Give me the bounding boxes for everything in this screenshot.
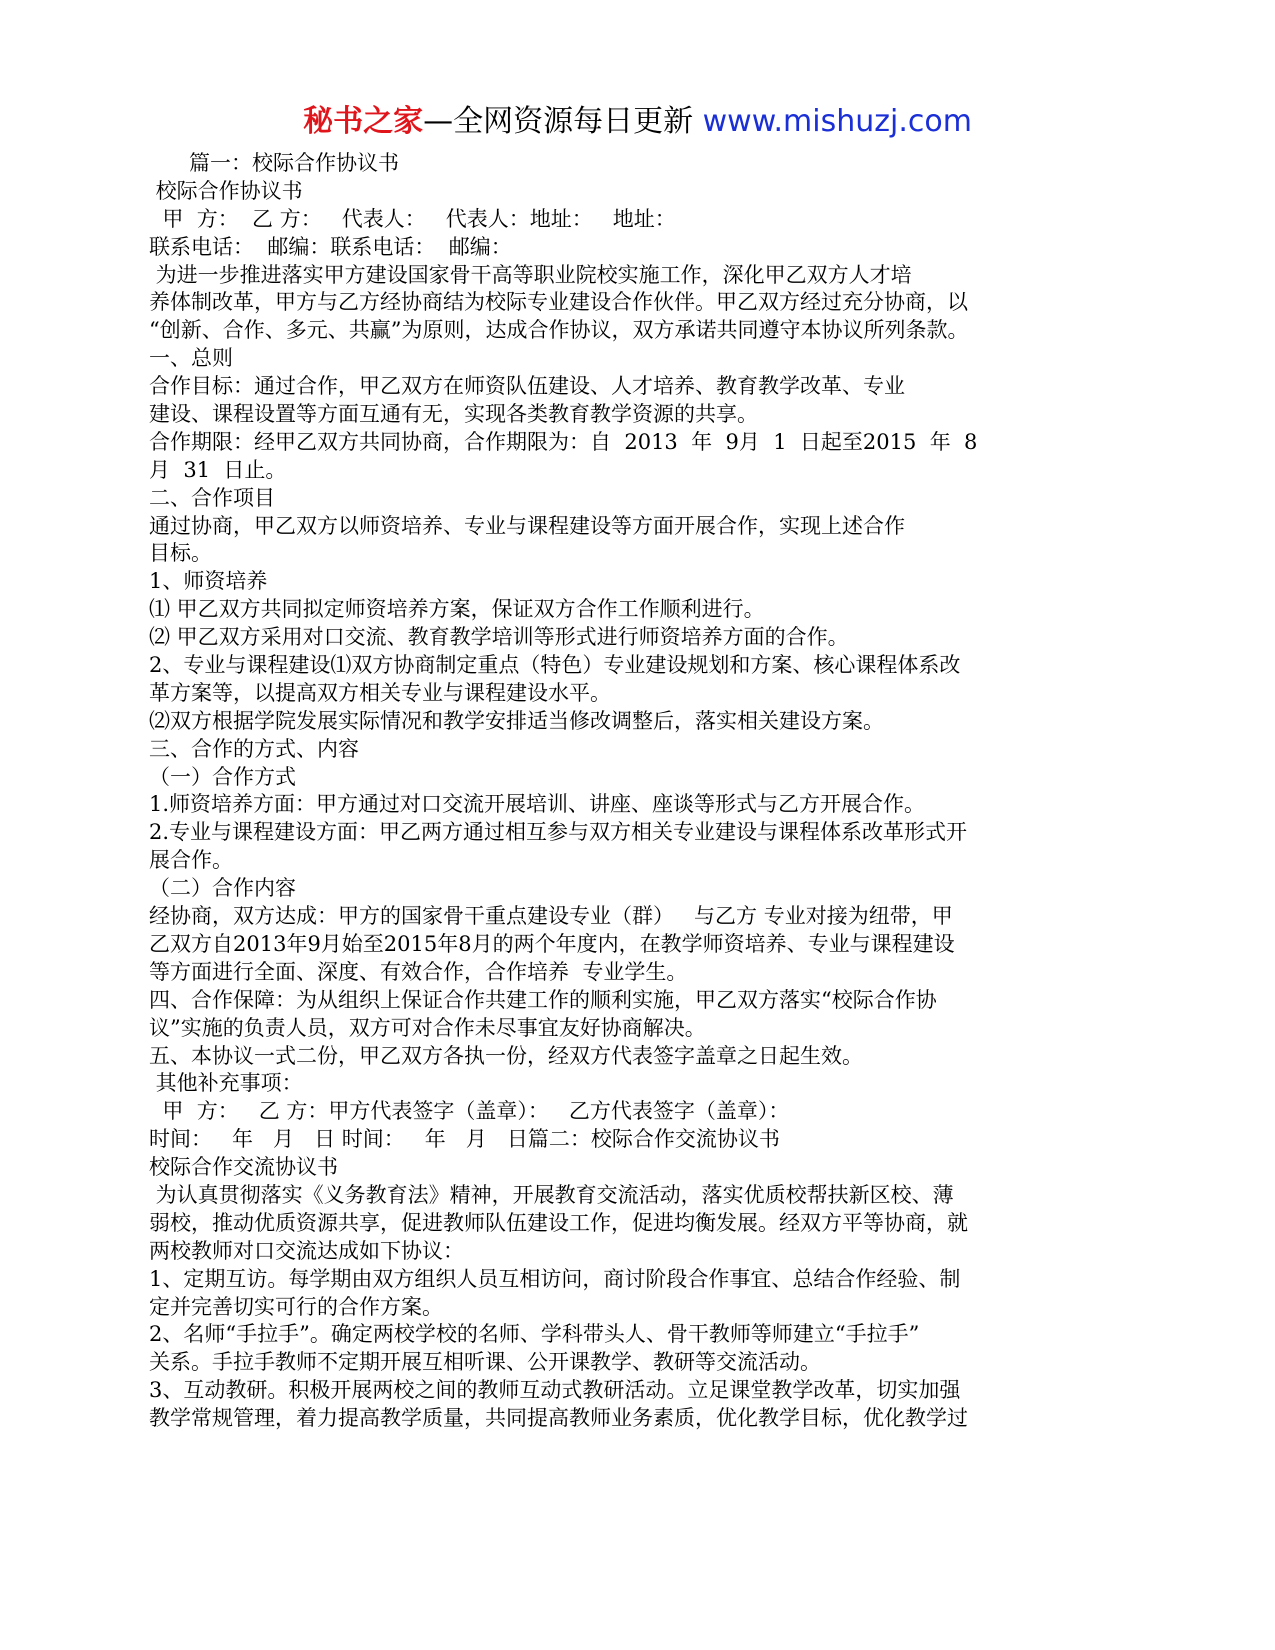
text-line: 篇一：校际合作协议书 xyxy=(149,151,400,175)
text-line: 一、总则 xyxy=(149,346,233,371)
text-line: 目标。 xyxy=(149,541,212,566)
text-line: 2、名师“手拉手”。确定两校学校的名师、学科带头人、骨干教师等师建立“手拉手” xyxy=(149,1322,920,1347)
text-line: 2.专业与课程建设方面：甲乙两方通过相互参与双方相关专业建设与课程体系改革形式开 xyxy=(149,820,968,845)
text-line: 校际合作交流协议书 xyxy=(149,1155,338,1180)
text-line: 3、互动教研。积极开展两校之间的教师互动式教研活动。立足课堂教学改革，切实加强 xyxy=(149,1378,961,1403)
text-line: 联系电话： 邮编：联系电话： 邮编： xyxy=(149,234,512,259)
text-line: ⑵ 甲乙双方采用对口交流、教育教学培训等形式进行师资培养方面的合作。 xyxy=(149,625,849,650)
text-line: 时间： 年 月 日 时间： 年 月 日篇二：校际合作交流协议书 xyxy=(149,1127,780,1152)
text-line: 合作期限：经甲乙双方共同协商，合作期限为：自 2013 年 9月 1 日起至2015 年 8 xyxy=(149,429,978,454)
text-line: 三、合作的方式、内容 xyxy=(149,736,359,761)
text-line: 革方案等，以提高双方相关专业与课程建设水平。 xyxy=(149,680,611,705)
text-line: 二、合作项目 xyxy=(149,485,275,510)
text-line: 弱校，推动优质资源共享，促进教师队伍建设工作，促进均衡发展。经双方平等协商，就 xyxy=(149,1210,968,1235)
text-line: 建设、课程设置等方面互通有无，实现各类教育教学资源的共享。 xyxy=(149,402,758,427)
text-line: 养体制改革，甲方与乙方经协商结为校际专业建设合作伙伴。甲乙双方经过充分协商，以 xyxy=(149,290,968,315)
text-line: 甲 方： 乙 方：甲方代表签字（盖章）： 乙方代表签字（盖章）： xyxy=(149,1099,790,1124)
site-header xyxy=(0,102,1275,142)
text-line: 2、专业与课程建设⑴双方协商制定重点（特色）专业建设规划和方案、核心课程体系改 xyxy=(149,653,961,678)
text-line: （二）合作内容 xyxy=(149,876,296,901)
text-line: 合作目标：通过合作，甲乙双方在师资队伍建设、人才培养、教育教学改革、专业 xyxy=(149,374,905,399)
brand-name: 秘书之家 xyxy=(303,104,424,139)
text-line: 乙双方自2013年9月始至2015年8月的两个年度内，在教学师资培养、专业与课程建设 xyxy=(149,931,955,956)
header-slogan: —全网资源每日更新 xyxy=(423,104,703,139)
text-line: 展合作。 xyxy=(149,848,233,873)
text-line: 校际合作协议书 xyxy=(149,178,303,203)
text-line: 通过协商，甲乙双方以师资培养、专业与课程建设等方面开展合作，实现上述合作 xyxy=(149,513,905,538)
text-line: 1、师资培养 xyxy=(149,569,268,594)
document-body xyxy=(149,150,1134,1433)
text-line: 关系。手拉手教师不定期开展互相听课、公开课教学、教研等交流活动。 xyxy=(149,1350,821,1375)
text-line: （一）合作方式 xyxy=(149,764,296,789)
text-line: “创新、合作、多元、共赢”为原则，达成合作协议，双方承诺共同遵守本协议所列条款。 xyxy=(149,318,969,343)
text-line: ⑵双方根据学院发展实际情况和教学安排适当修改调整后，落实相关建设方案。 xyxy=(149,708,884,733)
text-line: 教学常规管理，着力提高教学质量，共同提高教师业务素质，优化教学目标，优化教学过 xyxy=(149,1406,968,1431)
text-line: 为进一步推进落实甲方建设国家骨干高等职业院校实施工作，深化甲乙双方人才培 xyxy=(149,262,912,287)
text-line: 1、定期互访。每学期由双方组织人员互相访问，商讨阶段合作事宜、总结合作经验、制 xyxy=(149,1266,961,1291)
text-line: 四、合作保障：为从组织上保证合作共建工作的顺利实施，甲乙双方落实“校际合作协 xyxy=(149,987,937,1012)
site-url-link[interactable]: www.mishuzj.com xyxy=(702,104,972,139)
text-line: 甲 方： 乙 方： 代表人： 代表人：地址： 地址： xyxy=(149,206,676,231)
text-line: 1.师资培养方面：甲方通过对口交流开展培训、讲座、座谈等形式与乙方开展合作。 xyxy=(149,792,926,817)
text-line: 月 31 日止。 xyxy=(149,457,287,482)
text-line: 为认真贯彻落实《义务教育法》精神，开展教育交流活动，落实优质校帮扶新区校、薄 xyxy=(149,1182,954,1207)
text-line: 等方面进行全面、深度、有效合作，合作培养 专业学生。 xyxy=(149,959,688,984)
text-line: ⑴ 甲乙双方共同拟定师资培养方案，保证双方合作工作顺利进行。 xyxy=(149,597,765,622)
text-line: 两校教师对口交流达成如下协议： xyxy=(149,1238,464,1263)
text-line: 其他补充事项： xyxy=(149,1071,303,1096)
text-line: 定并完善切实可行的合作方案。 xyxy=(149,1294,443,1319)
text-line: 五、本协议一式二份，甲乙双方各执一份，经双方代表签字盖章之日起生效。 xyxy=(149,1043,863,1068)
text-line: 经协商，双方达成：甲方的国家骨干重点建设专业（群） 与乙方 专业对接为纽带，甲 xyxy=(149,904,953,929)
text-line: 议”实施的负责人员，双方可对合作未尽事宜友好协商解决。 xyxy=(149,1015,706,1040)
